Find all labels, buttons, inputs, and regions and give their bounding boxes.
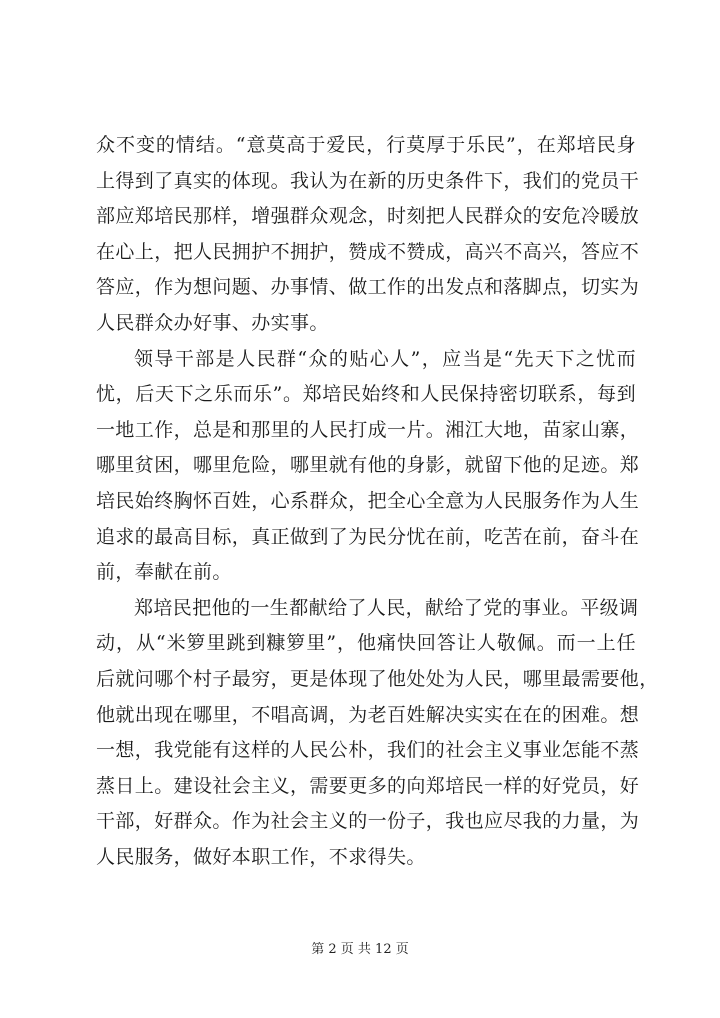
text-line: 动，从“米箩里跳到糠箩里”，他痛快回答让人敬佩。而一上任 [96,632,636,655]
paragraph [96,342,640,591]
text-line: 培民始终胸怀百姓，心系群众，把全心全意为人民服务作为人生 [96,489,640,512]
paragraph [96,128,640,342]
text-line: 上得到了真实的体现。我认为在新的历史条件下，我们的党员干 [96,169,640,192]
text-line: 人民群众办好事、办实事。 [96,311,329,334]
text-line: 忧，后天下之乐而乐”。郑培民始终和人民保持密切联系，每到 [96,383,636,406]
paragraph [96,591,659,876]
text-line: 前，奉献在前。 [96,561,232,584]
text-line: 在心上，把人民拥护不拥护，赞成不赞成，高兴不高兴，答应不 [96,240,640,263]
text-line: 后就问哪个村子最穷，更是体现了他处处为人民，哪里最需要他， [96,667,659,690]
text-line: 一地工作，总是和那里的人民打成一片。湘江大地，苗家山寨， [96,418,640,441]
text-line: 蒸日上。建设社会主义，需要更多的向郑培民一样的好党员，好 [96,774,640,797]
text-line: 众不变的情结。“意莫高于爱民，行莫厚于乐民”，在郑培民身 [96,134,636,156]
text-line: 答应，作为想问题、办事情、做工作的出发点和落脚点，切实为 [96,276,640,299]
text-line: 人民服务，做好本职工作，不求得失。 [96,845,426,868]
text-line: 部应郑培民那样，增强群众观念，时刻把人民群众的安危冷暖放 [96,205,640,228]
page-number-footer: 第 2 页 共 12 页 [311,942,409,957]
text-line: 干部，好群众。作为社会主义的一份子，我也应尽我的力量，为 [96,810,640,833]
text-line: 追求的最高目标，真正做到了为民分忧在前，吃苦在前，奋斗在 [96,525,640,548]
body-text [96,128,659,875]
text-line: 他就出现在哪里，不唱高调，为老百姓解决实实在在的困难。想 [96,703,640,726]
text-line: 一想，我党能有这样的人民公朴，我们的社会主义事业怎能不蒸 [96,739,640,762]
text-line: 领导干部是人民群“众的贴心人”，应当是“先天下之忧而 [134,347,636,370]
text-line: 哪里贫困，哪里危险，哪里就有他的身影，就留下他的足迹。郑 [96,454,640,477]
text-line: 郑培民把他的一生都献给了人民，献给了党的事业。平级调 [134,596,639,619]
